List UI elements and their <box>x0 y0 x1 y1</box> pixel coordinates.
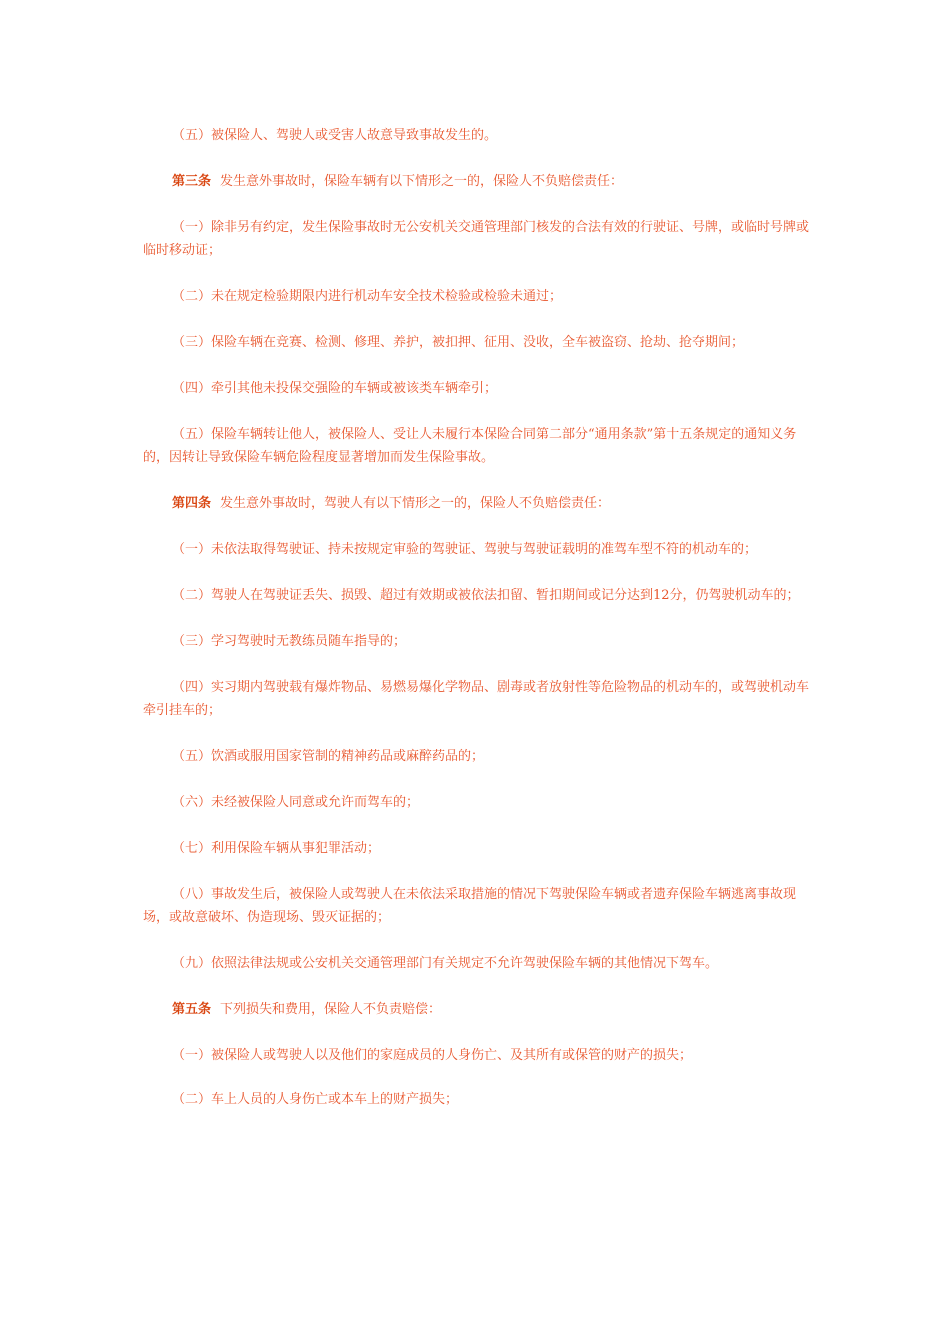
clause-text: （九）依照法律法规或公安机关交通管理部门有关规定不允许驾驶保险车辆的其他情况下驾车。 <box>172 956 719 971</box>
clause-item <box>143 538 811 561</box>
clause-item <box>143 952 811 975</box>
clause-text: （五）被保险人、驾驶人或受害人故意导致事故发生的。 <box>172 128 498 143</box>
clause-text: （四）牵引其他未投保交强险的车辆或被该类车辆牵引； <box>172 381 498 396</box>
clause-item <box>143 584 811 607</box>
clause-item <box>143 124 811 147</box>
article-text: 发生意外事故时，驾驶人有以下情形之一的，保险人不负赔偿责任： <box>220 496 611 511</box>
clause-item <box>143 285 811 308</box>
clause-item <box>143 745 811 768</box>
article-heading <box>143 492 811 515</box>
clause-text: （三）保险车辆在竞赛、检测、修理、养护，被扣押、征用、没收，全车被盗窃、抢劫、抢夺期间； <box>172 335 745 350</box>
clause-item <box>143 837 811 860</box>
article-number: 第五条 <box>172 1002 212 1017</box>
article-number: 第三条 <box>172 174 212 189</box>
article-heading <box>143 998 811 1021</box>
article-text: 发生意外事故时，保险车辆有以下情形之一的，保险人不负赔偿责任： <box>220 174 624 189</box>
clause-item <box>143 216 811 262</box>
clause-item <box>143 676 811 722</box>
clause-text: （四）实习期内驾驶载有爆炸物品、易燃易爆化学物品、剧毒或者放射性等危险物品的机动车的，或驾驶机动车牵引挂车的； <box>143 680 810 718</box>
article-number: 第四条 <box>172 496 212 511</box>
clause-text: （八）事故发生后，被保险人或驾驶人在未依法采取措施的情况下驾驶保险车辆或者遗弃保险车辆逃离事故现场，或故意破坏、伪造现场、毁灭证据的； <box>143 887 797 925</box>
clause-item <box>143 883 811 929</box>
article-text: 下列损失和费用，保险人不负责赔偿： <box>220 1002 442 1017</box>
clause-item <box>143 377 811 400</box>
clause-text: （三）学习驾驶时无教练员随车指导的； <box>172 634 407 649</box>
clause-text: （六）未经被保险人同意或允许而驾车的； <box>172 795 420 810</box>
clause-text: （二）驾驶人在驾驶证丢失、损毁、超过有效期或被依法扣留、暂扣期间或记分达到12分，仍驾驶机动车的； <box>172 588 800 603</box>
clause-item <box>143 630 811 653</box>
clause-text: （五）饮酒或服用国家管制的精神药品或麻醉药品的； <box>172 749 485 764</box>
clause-item <box>143 1088 811 1111</box>
clause-item <box>143 1044 811 1067</box>
clause-text: （一）被保险人或驾驶人以及他们的家庭成员的人身伤亡、及其所有或保管的财产的损失； <box>172 1048 693 1063</box>
article-heading <box>143 170 811 193</box>
document-body <box>143 124 811 1134</box>
clause-item <box>143 791 811 814</box>
clause-text: （一）未依法取得驾驶证、持未按规定审验的驾驶证、驾驶与驾驶证载明的准驾车型不符的机动车的； <box>172 542 758 557</box>
clause-text: （二）车上人员的人身伤亡或本车上的财产损失； <box>172 1092 459 1107</box>
clause-text: （二）未在规定检验期限内进行机动车安全技术检验或检验未通过； <box>172 289 563 304</box>
clause-item <box>143 423 811 469</box>
clause-text: （七）利用保险车辆从事犯罪活动； <box>172 841 381 856</box>
clause-text: （五）保险车辆转让他人，被保险人、受让人未履行本保险合同第二部分“通用条款”第十五条规定的通知义务的，因转让导致保险车辆危险程度显著增加而发生保险事故。 <box>143 427 797 465</box>
clause-text: （一）除非另有约定，发生保险事故时无公安机关交通管理部门核发的合法有效的行驶证、号牌，或临时号牌或临时移动证； <box>143 220 810 258</box>
clause-item <box>143 331 811 354</box>
